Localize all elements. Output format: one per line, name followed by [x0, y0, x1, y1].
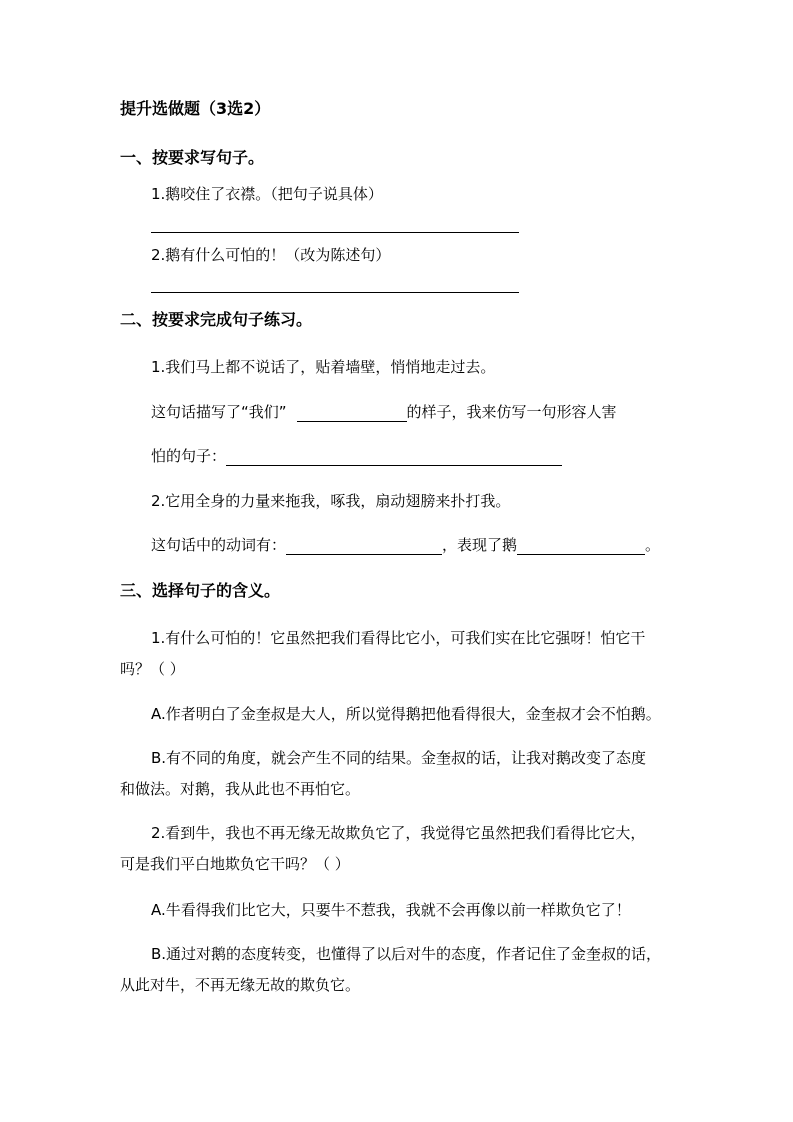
- s3-q1-option-b-line-2: 和做法。对鹅，我从此也不再怕它。: [120, 780, 361, 798]
- s3-q1-line-1: 1.有什么可怕的！它虽然把我们看得比它小，可我们实在比它强呀！怕它干: [151, 629, 646, 647]
- page-title: 提升选做题（3选2）: [120, 99, 271, 118]
- s2-q2-text-b: ，表现了鹅: [442, 536, 518, 554]
- s2-q1-blank-2[interactable]: [226, 449, 562, 466]
- s1-item-2: 2.鹅有什么可怕的！（改为陈述句）: [151, 246, 391, 264]
- s3-q2-option-a: A.牛看得我们比它大，只要牛不惹我，我就不会再像以前一样欺负它了！: [151, 901, 631, 919]
- s2-q1-text-c: 怕的句子：: [151, 447, 227, 465]
- s3-q1-option-a: A.作者明白了金奎叔是大人，所以觉得鹅把他看得很大，金奎叔才会不怕鹅。: [151, 705, 661, 723]
- s3-q2-option-b-line-1: B.通过对鹅的态度转变，也懂得了以后对牛的态度，作者记住了金奎叔的话，: [151, 945, 662, 963]
- s2-q2-fill-line: [151, 535, 660, 555]
- s2-q1-text-b: 的样子，我来仿写一句形容人害: [406, 403, 617, 421]
- s2-q1-text-a: 这句话描写了“我们”: [151, 403, 287, 421]
- s2-q1-fill-line-1: [151, 402, 617, 422]
- s3-q1-option-b-line-1: B.有不同的角度，就会产生不同的结果。金奎叔的话，让我对鹅改变了态度: [151, 749, 647, 767]
- s2-q1-blank-1[interactable]: [297, 405, 407, 422]
- s2-q2-blank-1[interactable]: [286, 538, 442, 555]
- s2-q1-fill-line-2: [151, 446, 562, 466]
- s3-q2-line-2[interactable]: 可是我们平白地欺负它干吗？（ ）: [120, 855, 350, 873]
- section-3-heading: 三、选择句子的含义。: [120, 581, 281, 600]
- s2-q2: 2.它用全身的力量来拖我，啄我，扇动翅膀来扑打我。: [151, 492, 511, 510]
- s1-answer-line-1[interactable]: [151, 232, 519, 233]
- s1-item-1: 1.鹅咬住了衣襟。（把句子说具体）: [151, 185, 383, 203]
- s3-q2-line-1: 2.看到牛，我也不再无缘无故欺负它了，我觉得它虽然把我们看得比它大，: [151, 824, 646, 842]
- section-2-heading: 二、按要求完成句子练习。: [120, 310, 313, 329]
- s3-q2-option-b-line-2: 从此对牛，不再无缘无故的欺负它。: [120, 976, 361, 994]
- s2-q2-blank-2[interactable]: [517, 538, 645, 555]
- section-1-heading: 一、按要求写句子。: [120, 148, 265, 167]
- s1-answer-line-2[interactable]: [151, 292, 519, 293]
- s3-q1-line-2[interactable]: 吗？（ ）: [120, 660, 185, 678]
- s2-q1: 1.我们马上都不说话了，贴着墙壁，悄悄地走过去。: [151, 358, 496, 376]
- s2-q2-text-a: 这句话中的动词有：: [151, 536, 287, 554]
- s2-q2-text-c: 。: [645, 536, 661, 554]
